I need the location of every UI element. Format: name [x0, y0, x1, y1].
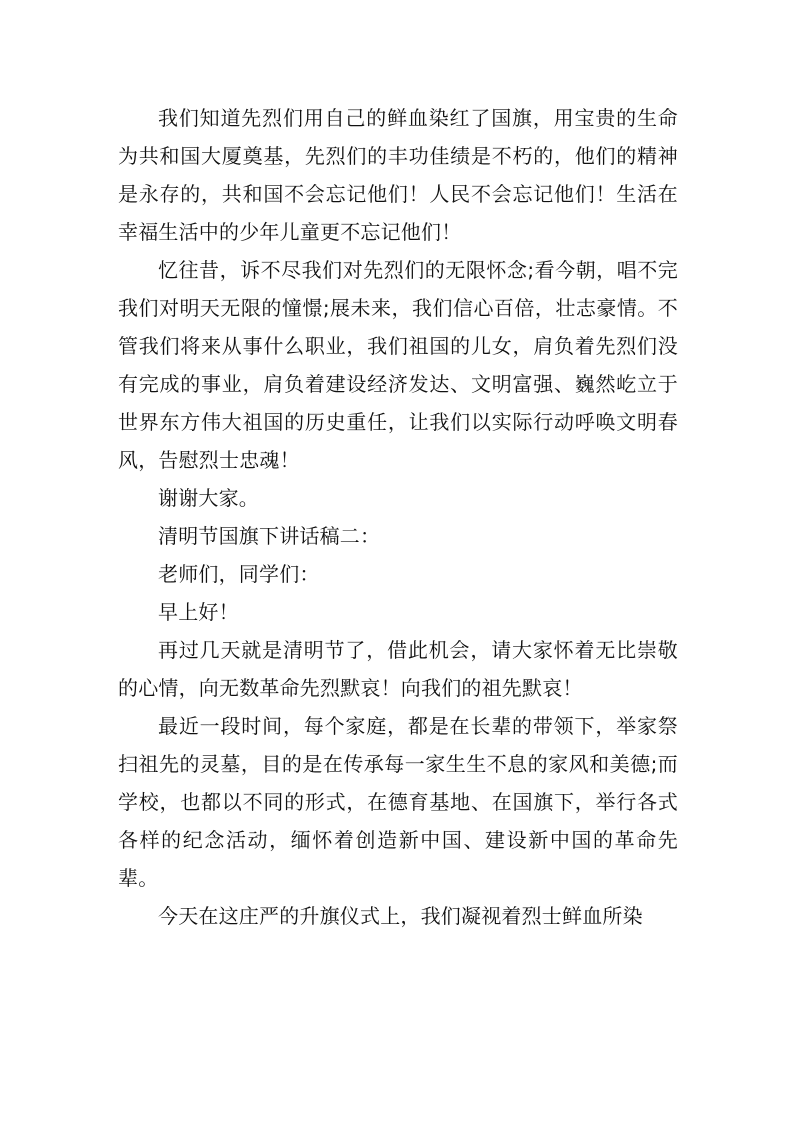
- document-body: [118, 99, 678, 935]
- speech-heading: 清明节国旗下讲话稿二：: [158, 524, 381, 548]
- paragraph-4: 最近一段时间，每个家庭，都是在长辈的带领下，举家祭扫祖先的灵墓，目的是在传承每一家生生不息的家风和美德;而学校，也都以不同的形式，在德育基地、在国旗下，举行各式各样的纪念活动，缅怀着创造新中国、建设新中国的革命先辈。: [118, 714, 678, 890]
- paragraph-2: 忆往昔，诉不尽我们对先烈们的无限怀念;看今朝，唱不完我们对明天无限的憧憬;展未来，我们信心百倍，壮志豪情。不管我们将来从事什么职业，我们祖国的儿女，肩负着先烈们没有完成的事业，肩负着建设经济发达、文明富强、巍然屹立于世界东方伟大祖国的历史重任，让我们以实际行动呼唤文明春风，告慰烈士忠魂！: [118, 258, 678, 472]
- paragraph-thanks: 谢谢大家。: [158, 486, 259, 510]
- paragraph-5: 今天在这庄严的升旗仪式上，我们凝视着烈士鲜血所染: [158, 904, 643, 928]
- greeting: 早上好！: [158, 600, 239, 624]
- paragraph-1: 我们知道先烈们用自己的鲜血染红了国旗，用宝贵的生命为共和国大厦奠基，先烈们的丰功佳绩是不朽的，他们的精神是永存的，共和国不会忘记他们！人民不会忘记他们！生活在幸福生活中的少年儿童更不忘记他们！: [118, 106, 678, 244]
- salutation: 老师们，同学们：: [158, 562, 320, 586]
- paragraph-3: 再过几天就是清明节了，借此机会，请大家怀着无比崇敬的心情，向无数革命先烈默哀！向我们的祖先默哀！: [118, 638, 678, 700]
